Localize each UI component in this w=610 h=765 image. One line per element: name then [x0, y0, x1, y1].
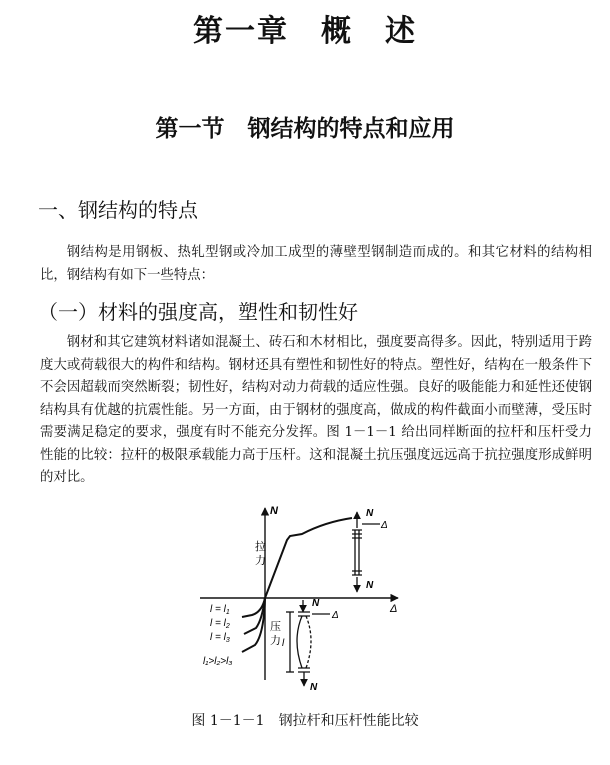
x-axis-label: Δ	[390, 603, 398, 615]
curve-label-l1: $l = l_1$	[210, 604, 230, 616]
heading-material-strength: （一）材料的强度高，塑性和韧性好	[38, 300, 358, 324]
compression-delta: Δ	[332, 610, 339, 621]
length-label: l	[282, 638, 285, 649]
compression-member-sketch	[286, 600, 330, 686]
compression-n-top: N	[312, 598, 320, 609]
chapter-title: 第一章 概 述	[193, 14, 417, 49]
tension-n-top: N	[366, 508, 374, 519]
paragraph-intro: 钢结构是用钢板、热轧型钢或冷加工成型的薄壁型钢制造而成的。和其它材料的结构相比，钢结构有如下一些特点：	[40, 245, 592, 283]
compression-label: 压力	[270, 621, 281, 647]
paragraph-material-strength: 钢材和其它建筑材料诸如混凝土、砖石和木材相比，强度要高得多。因此，特别适用于跨度大或荷载很大的构件和结构。钢材还具有塑性和韧性好的特点。塑性好，结构在一般条件下不会因超载而突然断裂；韧性好，结构对动力荷载的适应性强。良好的吸能能力和延性还使钢结构具有优越的抗震性能。另一方面，由于钢材的强度高，做成的构件截面小而壁薄，受压时需要满足稳定的要求，强度有时不能充分发挥。图 1－1－1 给出同样断面的拉杆和压杆受力性能的比较：拉杆的极限承载能力高于压杆。这和混凝土抗压强度远远高于抗拉强度形成鲜明的对比。	[40, 335, 592, 485]
tension-delta: Δ	[381, 520, 388, 531]
figure-tension-compression	[0, 500, 610, 700]
tension-curve	[265, 518, 352, 598]
figure-caption: 图 1－1－1 钢拉杆和压杆性能比较	[191, 713, 419, 729]
curve-label-l3: $l = l_3$	[210, 632, 230, 644]
heading-steel-features: 一、钢结构的特点	[38, 198, 198, 222]
tension-n-bottom: N	[366, 580, 374, 591]
y-axis-label: N	[270, 505, 278, 517]
inequality-label: l₁>l₂>l₃	[203, 656, 233, 667]
tension-label: 拉力	[255, 541, 266, 567]
compression-n-bottom: N	[310, 682, 318, 693]
section-title: 第一节 钢结构的特点和应用	[155, 115, 455, 142]
curve-label-l2: $l = l_2$	[210, 618, 230, 630]
